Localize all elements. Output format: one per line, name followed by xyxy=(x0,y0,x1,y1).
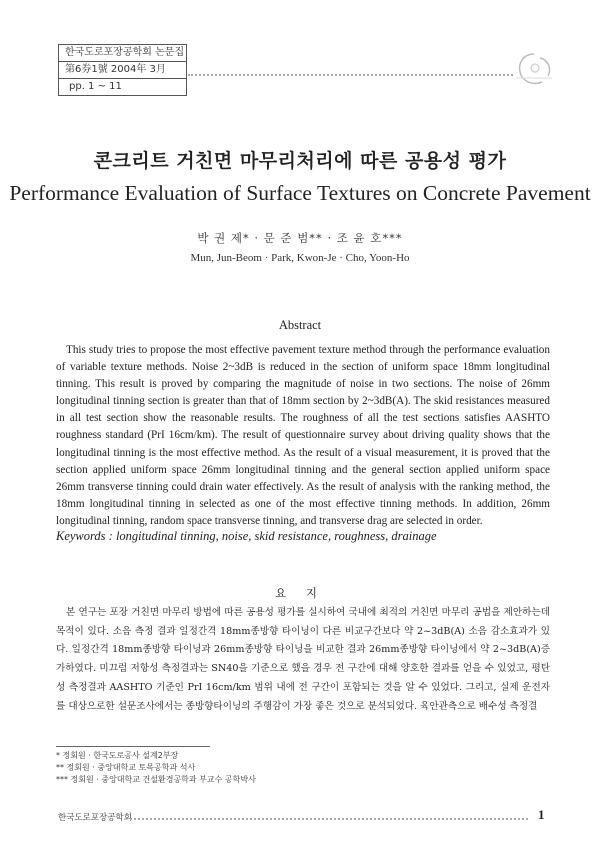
header-dotted-rule xyxy=(188,74,513,76)
journal-pages: pp. 1 ~ 11 xyxy=(69,81,122,92)
journal-volume: 第6券1號 2004年 3月 xyxy=(59,62,186,79)
abstract-heading: Abstract xyxy=(278,318,322,332)
summary-heading: 요 지 xyxy=(275,586,325,600)
journal-info-box xyxy=(58,44,187,96)
footnote-divider xyxy=(56,746,210,747)
footnote-author-1: * 정회원 · 한국도로공사 설계2부장 xyxy=(56,751,179,760)
summary-body: 본 연구는 포장 거친면 마무리 방법에 따른 공용성 평가를 실시하여 국내에 최적의 거친면 마무리 공법을 제안하는데 목적이 있다. 소음 측정 결과 일정간격 18mm종방향 타이닝이 다른 비교구간보다 약 2~3dB(A) 소음 감소효과가 있다. 일정간격 18mm종방향 타이닝과 26mm종방향 타이닝을 비교한 결과 26mm종방향 타이닝에서 약 2~3dB(A)증가하였다. 미끄럼 저항성 측정결과는 SN40을 기준으로 했을 경우 전 구간에 대해 양호한 결과를 얻을 수 있었고, 평탄성 측정결과 AASHTO 기준인 PrI 16cm/km 범위 내에 전 구간이 포함되는 것을 알 수 있었다. 그리고, 실제 운전자를 대상으로한 설문조사에서는 종방향타이닝의 주행감이 가장 좋은 것으로 분석되었다. 육안관측으로 배수성 측정결 xyxy=(56,607,550,712)
footer-society: 한국도로포장공학회 xyxy=(58,813,132,823)
keywords: Keywords : longitudinal tinning, noise, skid resistance, roughness, drainage xyxy=(56,529,437,543)
journal-name: 한국도로포장공학회 논문집 xyxy=(59,45,186,62)
authors-english: Mun, Jun-Beom · Park, Kwon-Je · Cho, Yoon-Ho xyxy=(190,252,410,264)
page-number: 1 xyxy=(538,807,545,822)
abstract-body: This study tries to propose the most effective pavement texture method through the performance evaluation of variable texture methods. Noise 2~3dB is reduced in the section of uniform space 18mm longitudinal tinning. This result is proved by comparing the magnitude of noise in two sections. The noise of 26mm longitudinal tinning section is greater than that of 18mm section by 2~3dB(A). The skid resistances measured in all test section show the reasonable results. The roughness of all the test sections satisfies AASHTO roughness standard (PrI 16cm/km). The result of questionnaire survey about driving quality shows that the longitudinal tinning is the most effective method. As the result of a visual measurement, it is proved that the section applied uniform space 26mm longitudinal tinning and the general section applied uniform space 26mm transverse tinning could drain water effectively. As the result of analysis with the ranking method, the 18mm longitudinal tinning in selected as one of the most effective tinning methods. In addition, 26mm longitudinal tinning, random space transverse tinning, and transverse drag are selected in order. xyxy=(56,344,550,527)
footnotes xyxy=(56,750,256,786)
authors-korean: 박 권 제* · 문 준 범** · 조 윤 호*** xyxy=(197,231,403,245)
footnote-author-3: *** 정회원 · 중앙대학교 건설환경공학과 부교수 공학박사 xyxy=(56,775,256,784)
footnote-author-2: ** 정회원 · 중앙대학교 토목공학과 석사 xyxy=(56,763,196,772)
footer-dotted-rule xyxy=(130,818,528,820)
title-korean: 콘크리트 거친면 마무리처리에 따른 공용성 평가 xyxy=(93,150,507,172)
society-logo-icon xyxy=(510,48,558,90)
title-english: Performance Evaluation of Surface Textures on Concrete Pavement xyxy=(9,181,591,205)
